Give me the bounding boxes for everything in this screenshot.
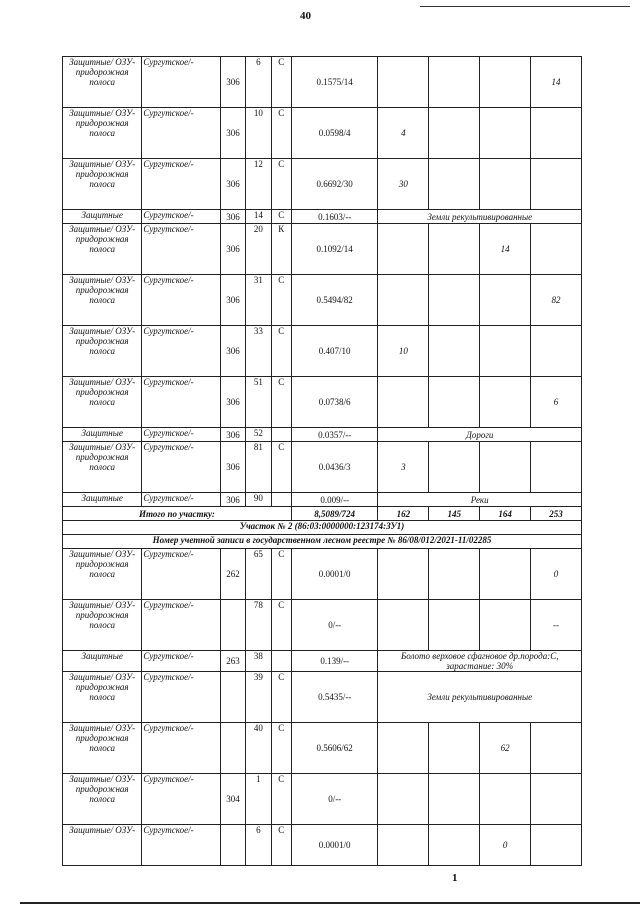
category-cell: Защитные/ ОЗУ- придорожная полоса xyxy=(63,224,142,275)
volume-d-cell xyxy=(531,108,582,159)
category-cell: Защитные xyxy=(63,428,142,442)
record-row xyxy=(63,535,582,549)
total-row xyxy=(63,507,582,521)
table-row xyxy=(63,428,582,442)
volume-d-cell xyxy=(531,825,582,866)
vydel-cell: 40 xyxy=(246,723,271,774)
volume-d-cell: 0 xyxy=(531,549,582,600)
volume-c-cell xyxy=(480,600,531,651)
category-cell: Защитные/ ОЗУ- придорожная полоса xyxy=(63,774,142,825)
species-cell: С xyxy=(271,159,291,210)
forestry-cell: Сургутское/- xyxy=(142,493,220,507)
vydel-cell: 1 xyxy=(246,774,271,825)
table-row xyxy=(63,672,582,723)
table-row xyxy=(63,275,582,326)
volume-c-cell xyxy=(480,159,531,210)
table-row xyxy=(63,326,582,377)
vydel-cell: 33 xyxy=(246,326,271,377)
record-number: Номер учетной записи в государственном лесном реестре № 86/08/012/2021-11/02285 xyxy=(63,535,582,549)
table-row xyxy=(63,723,582,774)
table-row xyxy=(63,108,582,159)
area-cell: 0.0357/-- xyxy=(291,428,378,442)
land-type-cell: Дороги xyxy=(378,428,582,442)
total-c: 164 xyxy=(480,507,531,521)
table-row xyxy=(63,774,582,825)
total-a: 162 xyxy=(378,507,429,521)
forestry-cell: Сургутское/- xyxy=(142,672,220,723)
species-cell xyxy=(271,428,291,442)
quarter-cell: 306 xyxy=(220,377,245,428)
volume-c-cell: 62 xyxy=(480,723,531,774)
quarter-cell: 306 xyxy=(220,493,245,507)
forestry-cell: Сургутское/- xyxy=(142,774,220,825)
vydel-cell: 6 xyxy=(246,57,271,108)
volume-c-cell xyxy=(480,377,531,428)
volume-a-cell xyxy=(378,57,429,108)
area-cell: 0.139/-- xyxy=(291,651,378,672)
area-cell: 0.1092/14 xyxy=(291,224,378,275)
category-cell: Защитные/ ОЗУ- придорожная полоса xyxy=(63,549,142,600)
quarter-cell xyxy=(220,723,245,774)
volume-b-cell xyxy=(429,326,480,377)
quarter-cell: 306 xyxy=(220,210,245,224)
volume-c-cell xyxy=(480,57,531,108)
category-cell: Защитные xyxy=(63,210,142,224)
area-cell: 0/-- xyxy=(291,774,378,825)
volume-b-cell xyxy=(429,275,480,326)
forestry-cell: Сургутское/- xyxy=(142,224,220,275)
vydel-cell: 65 xyxy=(246,549,271,600)
top-rule xyxy=(420,6,630,7)
volume-d-cell: 6 xyxy=(531,377,582,428)
volume-a-cell xyxy=(378,825,429,866)
area-cell: 0.5494/82 xyxy=(291,275,378,326)
species-cell xyxy=(271,651,291,672)
category-cell: Защитные/ ОЗУ- придорожная полоса xyxy=(63,672,142,723)
volume-d-cell xyxy=(531,326,582,377)
land-type-cell: Земли рекультивированные xyxy=(378,210,582,224)
category-cell: Защитные xyxy=(63,651,142,672)
volume-b-cell xyxy=(429,600,480,651)
forestry-cell: Сургутское/- xyxy=(142,651,220,672)
section-title: Участок № 2 (86:03:0000000:123174:ЗУ1) xyxy=(63,521,582,535)
volume-d-cell xyxy=(531,159,582,210)
species-cell xyxy=(271,493,291,507)
total-b: 145 xyxy=(429,507,480,521)
category-cell: Защитные/ ОЗУ- придорожная полоса xyxy=(63,326,142,377)
species-cell: С xyxy=(271,108,291,159)
block1-total xyxy=(63,507,582,549)
area-cell: 0.0598/4 xyxy=(291,108,378,159)
area-cell: 0.0001/0 xyxy=(291,549,378,600)
vydel-cell: 52 xyxy=(246,428,271,442)
area-cell: 0.1603/-- xyxy=(291,210,378,224)
quarter-cell: 263 xyxy=(220,651,245,672)
quarter-cell: 306 xyxy=(220,57,245,108)
forestry-cell: Сургутское/- xyxy=(142,108,220,159)
vydel-cell: 38 xyxy=(246,651,271,672)
volume-c-cell xyxy=(480,442,531,493)
table-row xyxy=(63,493,582,507)
forest-table xyxy=(62,56,582,866)
species-cell: С xyxy=(271,377,291,428)
volume-d-cell: 14 xyxy=(531,57,582,108)
category-cell: Защитные/ ОЗУ- придорожная полоса xyxy=(63,442,142,493)
species-cell: С xyxy=(271,326,291,377)
category-cell: Защитные/ ОЗУ- придорожная полоса xyxy=(63,275,142,326)
volume-a-cell xyxy=(378,275,429,326)
block2-body xyxy=(63,549,582,866)
area-cell: 0/-- xyxy=(291,600,378,651)
volume-d-cell: -- xyxy=(531,600,582,651)
species-cell: С xyxy=(271,57,291,108)
table-row xyxy=(63,377,582,428)
forestry-cell: Сургутское/- xyxy=(142,723,220,774)
table-row xyxy=(63,224,582,275)
volume-a-cell: 3 xyxy=(378,442,429,493)
quarter-cell: 262 xyxy=(220,549,245,600)
volume-a-cell xyxy=(378,549,429,600)
species-cell: С xyxy=(271,825,291,866)
total-area: 8,5089/724 xyxy=(291,507,378,521)
species-cell: С xyxy=(271,600,291,651)
quarter-cell: 306 xyxy=(220,159,245,210)
volume-b-cell xyxy=(429,825,480,866)
volume-a-cell xyxy=(378,377,429,428)
bottom-mark: 1 xyxy=(452,872,458,884)
block1-body xyxy=(63,57,582,507)
total-d: 253 xyxy=(531,507,582,521)
forestry-cell: Сургутское/- xyxy=(142,549,220,600)
area-cell: 0.1575/14 xyxy=(291,57,378,108)
species-cell: С xyxy=(271,723,291,774)
vydel-cell: 12 xyxy=(246,159,271,210)
vydel-cell: 90 xyxy=(246,493,271,507)
table-row xyxy=(63,600,582,651)
area-cell: 0.5606/62 xyxy=(291,723,378,774)
volume-b-cell xyxy=(429,159,480,210)
volume-a-cell: 10 xyxy=(378,326,429,377)
page-number: 40 xyxy=(300,10,311,22)
category-cell: Защитные/ ОЗУ- придорожная полоса xyxy=(63,377,142,428)
quarter-cell: 306 xyxy=(220,428,245,442)
quarter-cell: 306 xyxy=(220,275,245,326)
land-type-cell: Болото верховое сфагновое др.порода:С, зарастание: 30% xyxy=(378,651,582,672)
area-cell: 0.009/-- xyxy=(291,493,378,507)
volume-c-cell xyxy=(480,774,531,825)
category-cell: Защитные/ ОЗУ- придорожная полоса xyxy=(63,723,142,774)
table-row xyxy=(63,210,582,224)
volume-b-cell xyxy=(429,108,480,159)
vydel-cell: 14 xyxy=(246,210,271,224)
category-cell: Защитные/ ОЗУ- придорожная полоса xyxy=(63,600,142,651)
volume-c-cell xyxy=(480,275,531,326)
quarter-cell: 306 xyxy=(220,108,245,159)
category-cell: Защитные xyxy=(63,493,142,507)
quarter-cell xyxy=(220,825,245,866)
volume-b-cell xyxy=(429,774,480,825)
forestry-cell: Сургутское/- xyxy=(142,159,220,210)
volume-c-cell xyxy=(480,326,531,377)
species-cell: С xyxy=(271,774,291,825)
vydel-cell: 78 xyxy=(246,600,271,651)
volume-b-cell xyxy=(429,377,480,428)
quarter-cell: 306 xyxy=(220,224,245,275)
table-row xyxy=(63,442,582,493)
volume-a-cell: 4 xyxy=(378,108,429,159)
table-row xyxy=(63,57,582,108)
table-row xyxy=(63,549,582,600)
volume-d-cell xyxy=(531,723,582,774)
table-row xyxy=(63,651,582,672)
area-cell: 0.407/10 xyxy=(291,326,378,377)
volume-c-cell xyxy=(480,549,531,600)
forestry-cell: Сургутское/- xyxy=(142,825,220,866)
bottom-rule xyxy=(20,902,640,904)
vydel-cell: 6 xyxy=(246,825,271,866)
species-cell: С xyxy=(271,275,291,326)
forestry-cell: Сургутское/- xyxy=(142,57,220,108)
area-cell: 0.0738/6 xyxy=(291,377,378,428)
category-cell: Защитные/ ОЗУ- xyxy=(63,825,142,866)
volume-a-cell xyxy=(378,774,429,825)
quarter-cell: 306 xyxy=(220,326,245,377)
volume-d-cell: 82 xyxy=(531,275,582,326)
vydel-cell: 31 xyxy=(246,275,271,326)
volume-b-cell xyxy=(429,723,480,774)
area-cell: 0.6692/30 xyxy=(291,159,378,210)
volume-b-cell xyxy=(429,57,480,108)
category-cell: Защитные/ ОЗУ- придорожная полоса xyxy=(63,159,142,210)
vydel-cell: 51 xyxy=(246,377,271,428)
forestry-cell: Сургутское/- xyxy=(142,428,220,442)
volume-a-cell xyxy=(378,224,429,275)
volume-c-cell: 14 xyxy=(480,224,531,275)
forestry-cell: Сургутское/- xyxy=(142,377,220,428)
quarter-cell: 304 xyxy=(220,774,245,825)
table-row xyxy=(63,825,582,866)
volume-a-cell xyxy=(378,600,429,651)
volume-a-cell: 30 xyxy=(378,159,429,210)
land-type-cell: Реки xyxy=(378,493,582,507)
vydel-cell: 81 xyxy=(246,442,271,493)
volume-c-cell xyxy=(480,108,531,159)
vydel-cell: 39 xyxy=(246,672,271,723)
total-label: Итого по участку: xyxy=(63,507,292,521)
forestry-cell: Сургутское/- xyxy=(142,600,220,651)
category-cell: Защитные/ ОЗУ- придорожная полоса xyxy=(63,108,142,159)
category-cell: Защитные/ ОЗУ- придорожная полоса xyxy=(63,57,142,108)
section-title-row xyxy=(63,521,582,535)
quarter-cell xyxy=(220,672,245,723)
vydel-cell: 20 xyxy=(246,224,271,275)
species-cell: С xyxy=(271,210,291,224)
volume-c-cell: 0 xyxy=(480,825,531,866)
species-cell: С xyxy=(271,442,291,493)
volume-d-cell xyxy=(531,774,582,825)
volume-d-cell xyxy=(531,442,582,493)
volume-b-cell xyxy=(429,442,480,493)
forestry-cell: Сургутское/- xyxy=(142,326,220,377)
forestry-cell: Сургутское/- xyxy=(142,210,220,224)
area-cell: 0.0436/3 xyxy=(291,442,378,493)
volume-b-cell xyxy=(429,549,480,600)
volume-a-cell xyxy=(378,723,429,774)
volume-d-cell xyxy=(531,224,582,275)
species-cell: С xyxy=(271,549,291,600)
quarter-cell: 306 xyxy=(220,442,245,493)
table-row xyxy=(63,159,582,210)
area-cell: 0.0001/0 xyxy=(291,825,378,866)
volume-b-cell xyxy=(429,224,480,275)
quarter-cell xyxy=(220,600,245,651)
species-cell: К xyxy=(271,224,291,275)
species-cell: С xyxy=(271,672,291,723)
land-type-cell: Земли рекультивированные xyxy=(378,672,582,723)
forestry-cell: Сургутское/- xyxy=(142,275,220,326)
vydel-cell: 10 xyxy=(246,108,271,159)
area-cell: 0.5435/-- xyxy=(291,672,378,723)
forestry-cell: Сургутское/- xyxy=(142,442,220,493)
